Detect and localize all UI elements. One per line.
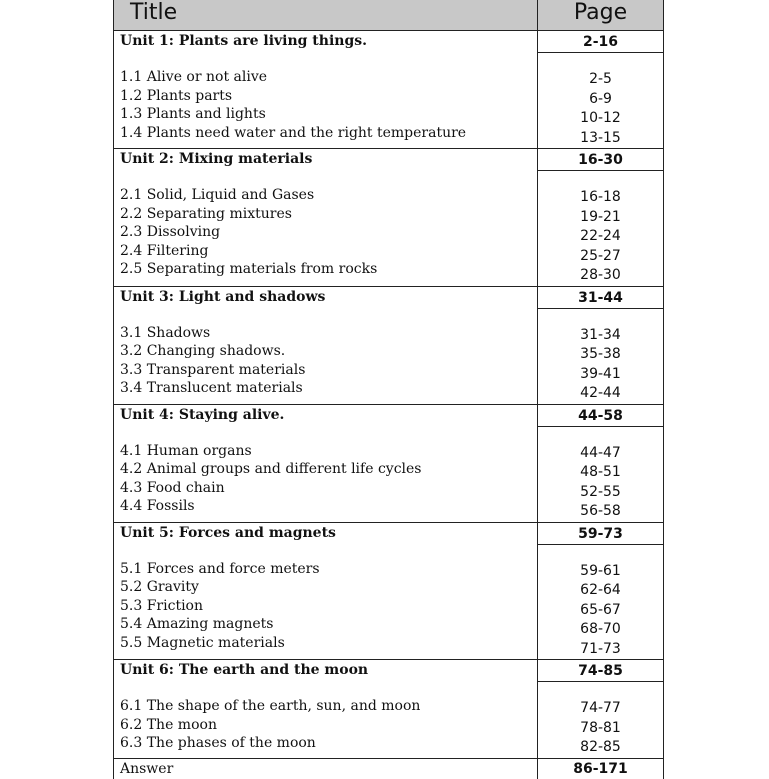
section-pages: 19-21 [580,208,621,225]
section-pages: 44-47 [580,444,621,461]
unit-row [114,149,663,287]
section-title: 1.3 Plants and lights [120,106,266,122]
unit-title: Unit 5: Forces and magnets [120,524,336,541]
section-title: 5.1 Forces and force meters [120,560,320,577]
unit-page-cell [537,287,663,404]
section-pages: 52-55 [580,483,621,500]
section-title: 1.2 Plants parts [120,87,233,104]
unit-title-cell [114,405,537,522]
section-title: 2.5 Separating materials from rocks [120,261,378,277]
section-pages: 13-15 [580,129,621,146]
unit-page-range: 74-85 [538,661,663,682]
section-title: 5.2 Gravity [120,579,199,595]
section-title: 3.1 Shadows [120,324,211,341]
section-pages: 16-18 [580,189,621,205]
section-title: 4.1 Human organs [120,442,252,459]
table-header [114,0,663,31]
section-pages: 71-73 [580,640,621,657]
unit-title-cell [114,287,537,404]
unit-title-cell [114,31,537,148]
section-title: 6.2 The moon [120,716,217,733]
section-pages: 59-61 [580,562,621,579]
unit-page-cell [537,660,663,758]
section-title: 2.4 Filtering [120,242,209,259]
section-title: 5.4 Amazing magnets [120,616,274,632]
unit-title: Unit 3: Light and shadows [120,288,326,305]
section-pages: 6-9 [589,90,612,107]
section-title: 1.1 Alive or not alive [120,69,268,85]
section-pages: 39-41 [580,365,621,382]
unit-row [114,523,663,661]
section-pages: 48-51 [580,464,621,480]
answer-title: Answer [120,760,174,777]
units-container [114,31,663,759]
unit-title-cell [114,523,537,660]
section-pages: 62-64 [580,582,621,598]
section-title: 2.1 Solid, Liquid and Gases [120,187,315,203]
section-title: 2.3 Dissolving [120,224,221,240]
section-pages: 78-81 [580,719,621,736]
section-pages: 22-24 [580,228,621,244]
unit-row [114,287,663,405]
section-pages: 74-77 [580,700,621,716]
section-pages: 35-38 [580,346,621,362]
unit-page-cell [537,149,663,286]
section-pages: 2-5 [589,71,612,87]
page-column-header: Page [537,0,663,30]
unit-page-cell [537,523,663,660]
section-pages: 42-44 [580,385,621,401]
unit-title: Unit 4: Staying alive. [120,406,285,423]
unit-row [114,31,663,149]
unit-page-cell [537,405,663,522]
unit-row [114,660,663,759]
section-title: 4.4 Fossils [120,498,195,514]
section-title: 3.2 Changing shadows. [120,343,286,359]
unit-title: Unit 2: Mixing materials [120,151,313,167]
section-title: 4.2 Animal groups and different life cycles [120,461,422,477]
table-of-contents [113,0,664,779]
unit-page-range: 59-73 [538,524,663,545]
section-title: 3.3 Transparent materials [120,361,306,378]
unit-page-range: 31-44 [538,288,663,309]
unit-row [114,405,663,523]
unit-title-cell [114,660,537,758]
section-title: 6.3 The phases of the moon [120,735,316,751]
section-title: 4.3 Food chain [120,479,225,496]
section-pages: 10-12 [580,110,621,126]
unit-page-range: 16-30 [538,150,663,171]
section-title: 1.4 Plants need water and the right temperature [120,124,467,141]
section-title: 5.3 Friction [120,597,203,614]
unit-title-cell [114,149,537,286]
answer-range: 86-171 [537,759,663,779]
section-pages: 31-34 [580,326,621,343]
section-title: 2.2 Separating mixtures [120,205,292,222]
section-title: 3.4 Translucent materials [120,380,303,396]
unit-title: Unit 6: The earth and the moon [120,662,369,678]
section-title: 6.1 The shape of the earth, sun, and moon [120,698,421,714]
section-pages: 65-67 [580,601,621,618]
title-column-header: Title [130,0,178,25]
section-pages: 82-85 [580,739,621,755]
unit-page-cell [537,31,663,148]
unit-page-range: 2-16 [538,32,663,53]
section-pages: 56-58 [580,503,621,519]
section-title: 5.5 Magnetic materials [120,634,285,651]
section-pages: 28-30 [580,267,621,283]
section-pages: 25-27 [580,247,621,264]
section-pages: 68-70 [580,621,621,637]
unit-title: Unit 1: Plants are living things. [120,33,367,49]
unit-page-range: 44-58 [538,406,663,427]
